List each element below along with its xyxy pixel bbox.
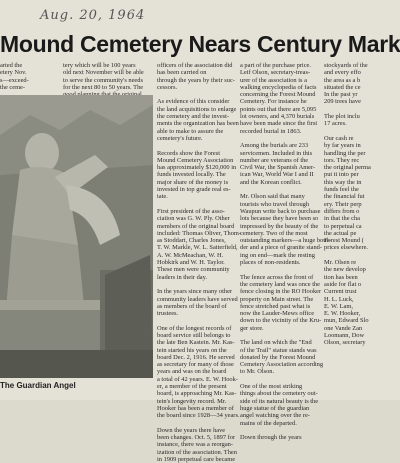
article-line: etery Nov. <box>0 69 27 77</box>
article-line: concerning the Forest Mound <box>240 91 316 99</box>
article-line: things about the cemetery out- <box>240 390 318 398</box>
article-line: through the years by their suc- <box>157 76 235 84</box>
article-line: ican War, World War I and II <box>240 171 314 179</box>
article-line: donated by the Forest Mound <box>240 353 316 361</box>
article-line: mun, Edward Slo <box>324 317 369 325</box>
article-line: down to the vicinity of the Kru- <box>240 317 322 325</box>
article-line: the land acquisitions to enlarge <box>157 105 237 113</box>
article-line: members of the original board <box>157 222 235 230</box>
article-line <box>157 91 237 98</box>
article-line: T. W. Markle, W. L. Satterfield, <box>157 244 238 252</box>
article-line: lots because they have been so <box>240 215 319 223</box>
article-line: Among the burials are 233 <box>240 142 309 150</box>
article-line: instance, there was a reorgan- <box>157 441 234 449</box>
article-line: urer of the association is a <box>240 76 307 84</box>
statue-image <box>0 95 153 378</box>
article-line: tein started his years on the <box>157 346 227 354</box>
article-line: Forest Mound ( <box>324 237 364 245</box>
article-line: E. W. Lam, <box>324 302 353 310</box>
article-line: Current trust <box>324 288 357 296</box>
article-line: tate. <box>157 193 168 201</box>
article-line: officers of the association did <box>157 62 233 69</box>
article-line: leaders in their day. <box>157 273 207 281</box>
article-line: Cemetery. For instance he <box>240 98 307 106</box>
article-line: der and a piece of granite stand- <box>240 244 322 252</box>
article-line: mains of the departed. <box>240 419 297 427</box>
article-line: old next November will be able <box>63 69 144 77</box>
article-line: and the Korean conflict. <box>240 178 302 186</box>
article-line: to serve the community's needs <box>63 76 143 84</box>
article-line: Waupun write back to purchase <box>240 207 321 215</box>
column-4 <box>240 62 331 442</box>
article-line <box>240 266 320 273</box>
article-line: tourists who travel through <box>240 200 310 208</box>
article-line: cemetery's future. <box>157 134 203 142</box>
article-line: tein's longevity record. Mr. <box>157 397 227 405</box>
article-line: major share of the money is <box>157 178 229 186</box>
article-line: this way the in <box>324 178 362 186</box>
article-line: fence closing in the RO Hooker <box>240 288 322 296</box>
article-line: tery which will be 100 years <box>63 62 136 69</box>
article-line: the board since 1928—34 years. <box>157 412 240 420</box>
article-line: arted the <box>0 62 23 69</box>
article-line: 17 acres. <box>324 120 347 128</box>
article-line: The fence across the front of <box>240 273 314 281</box>
article-line: ciation was G. W. Ply. Other <box>157 215 230 223</box>
article-line: Down through the years <box>240 434 302 442</box>
article-line: to Mr. Olson. <box>240 368 275 376</box>
article-line: huge statue of the guardian <box>240 404 310 412</box>
article-line <box>157 142 237 149</box>
article-line: servicemen. Included in this <box>240 149 313 157</box>
column-3 <box>157 62 241 463</box>
article-line: One of the most striking <box>240 383 303 391</box>
article-line: cessors. <box>157 83 178 91</box>
article-line: invested in top grade real es- <box>157 186 231 194</box>
article-line: board Dec. 2, 1916. He served <box>157 353 235 361</box>
article-line: the actual pe <box>324 229 357 237</box>
article-line: the cemetery and the invest- <box>157 113 230 121</box>
article-line: handling the per <box>324 149 366 157</box>
article-line: First president of the asso- <box>157 207 225 215</box>
article-line: number are veterans of the <box>240 156 309 164</box>
article-line: Hooker has been a member of <box>157 404 234 412</box>
article-line: Leif Olson, secretary-treas- <box>240 69 311 77</box>
article-line: in that the cha <box>324 215 361 223</box>
article-line: as members of the board of <box>157 302 227 310</box>
headline: Mound Cemetery Nears Century Mark <box>0 31 400 57</box>
article-line: In the years since many other <box>157 288 233 296</box>
article-line: tors. They rec <box>324 156 360 164</box>
article-line: side of its natural beauty is the <box>240 397 319 405</box>
article-line: recorded burial in 1863. <box>240 127 302 135</box>
column-1 <box>0 62 60 91</box>
article-line: Cemetery Association according <box>240 361 324 369</box>
article-line: a part of the purchase price. <box>240 62 311 69</box>
article-line <box>240 376 320 383</box>
article-line: fence stretched past what is <box>240 302 311 310</box>
article-line: community leaders have served <box>157 295 238 303</box>
article-line: the financial fut <box>324 193 365 201</box>
article-line: The land on which the "End <box>240 339 312 347</box>
article-line <box>324 252 400 259</box>
photo-caption: The Guardian Angel <box>0 381 76 390</box>
article-line: er, a member of the present <box>157 383 227 391</box>
article-line: one Vande Zan <box>324 324 363 332</box>
article-line: Olson, secretary <box>324 339 366 347</box>
article-line <box>324 128 400 135</box>
article-line: ger store. <box>240 324 264 332</box>
article-line: situated the ce <box>324 83 361 91</box>
article-line: the new develop <box>324 266 366 274</box>
article-line: Mr. Olsen re <box>324 259 357 267</box>
article-line <box>240 135 320 142</box>
article-line: Mr. Olson said that many <box>240 193 305 201</box>
article-line: as Stoddart, Charles Jones, <box>157 237 226 245</box>
article-line: Loomann, Dow <box>324 331 365 339</box>
article-line <box>324 106 400 113</box>
article-line <box>240 427 320 434</box>
article-line: been changes. Oct. 5, 1897 for <box>157 434 236 442</box>
article-line: for the next 80 to 50 years. The <box>63 83 144 91</box>
handwritten-date: Aug. 20, 1964 <box>40 8 146 23</box>
article-line: board service still belongs to <box>157 331 231 339</box>
article-line: 209 trees have <box>324 98 361 106</box>
article-line: the late Ben Kastein. Mr. Kas- <box>157 339 235 347</box>
article-line: cemetery. Two of the most <box>240 229 308 237</box>
article-line: by far years in <box>324 142 361 150</box>
article-line: impressed by the beauty of the <box>240 222 319 230</box>
article-line: A. W. McMeachan, W. H. <box>157 251 224 259</box>
article-line: included: Thomas Oliver, Thom- <box>157 229 241 237</box>
article-line: walking encyclopedia of facts <box>240 83 317 91</box>
article-line: differs from o <box>324 207 360 215</box>
article-line: ery. Their perp <box>324 200 362 208</box>
article-line: places of non-residents. <box>240 259 301 267</box>
article-line: able to make to assure the <box>157 127 224 135</box>
article-line: Records show the Forest <box>157 149 221 157</box>
article-line: funds invested locally. The <box>157 171 226 179</box>
article-line <box>240 186 320 193</box>
column-2 <box>63 62 153 98</box>
article-line: One of the longest records of <box>157 324 232 332</box>
article-line: years and was on the board <box>157 368 227 376</box>
article-line: angel watching over the re- <box>240 412 310 420</box>
article-line: as secretary for many of those <box>157 361 234 369</box>
article-line <box>157 281 237 288</box>
article-line: As evidence of this consider <box>157 98 230 106</box>
article-line: Our cash re <box>324 134 354 142</box>
article-line: a total of 42 years. E. W. Hook- <box>157 375 238 383</box>
article-line: the area as a b <box>324 76 361 84</box>
article-line <box>157 201 237 208</box>
article-line: the original perma <box>324 164 371 172</box>
article-line: tion has been <box>324 273 358 281</box>
article-line: prices elsewhere. <box>324 244 369 252</box>
column-5 <box>324 62 400 347</box>
article-line: in 1909 perpetual care became <box>157 456 236 463</box>
guardian-angel-photo <box>0 95 153 378</box>
article-line <box>157 317 237 324</box>
article-line <box>157 420 237 427</box>
article-line: the ceme- <box>0 83 26 91</box>
article-line: Civil War, the Spanish Amer- <box>240 164 316 172</box>
article-line: Mound Cemetery Association <box>157 156 234 164</box>
article-line: ments the organization has been <box>157 120 239 128</box>
article-line: aside for flat o <box>324 280 362 288</box>
article-line: funds feel the <box>324 186 359 194</box>
article-line: of the Trail" statue stands was <box>240 346 317 354</box>
article-line: Hobkirk and W. H. Taylor. <box>157 259 225 267</box>
article-line: ization of the association. Then <box>157 448 237 456</box>
article-line: In the past yr <box>324 91 358 99</box>
article-line: to perpetual ca <box>324 222 362 230</box>
article-line: points out that there are 5,095 <box>240 105 317 113</box>
article-line: The plot inclu <box>324 113 360 121</box>
article-line: ing on end—mark the resting <box>240 251 315 259</box>
article-line: board, is approaching Mr. Kas- <box>157 390 237 398</box>
article-line: and every effo <box>324 69 361 77</box>
article-line: the cemetery land was once the <box>240 280 321 288</box>
article-line: property on Main street. The <box>240 295 314 303</box>
article-line: has approximately $120,000 in <box>157 164 237 172</box>
article-line: have been made since the first <box>240 120 318 128</box>
article-line: s—exceed- <box>0 76 29 84</box>
article-line: outstanding markers—a huge boul- <box>240 237 331 245</box>
article-line: put it into per <box>324 171 359 179</box>
article-line <box>240 332 320 339</box>
article-line: Down the years there have <box>157 426 226 434</box>
article-line: stockyards of the <box>324 62 368 69</box>
article-line: lot owners, and 4,370 burials <box>240 113 315 121</box>
article-line: has been carried on <box>157 69 207 77</box>
article-line: These men were community <box>157 266 230 274</box>
article-line: trustees. <box>157 310 179 318</box>
article-line: now the Lauder-Mews office <box>240 310 315 318</box>
article-line: E. W. Hooker, <box>324 310 361 318</box>
article-line: H. L. Luck, <box>324 295 354 303</box>
